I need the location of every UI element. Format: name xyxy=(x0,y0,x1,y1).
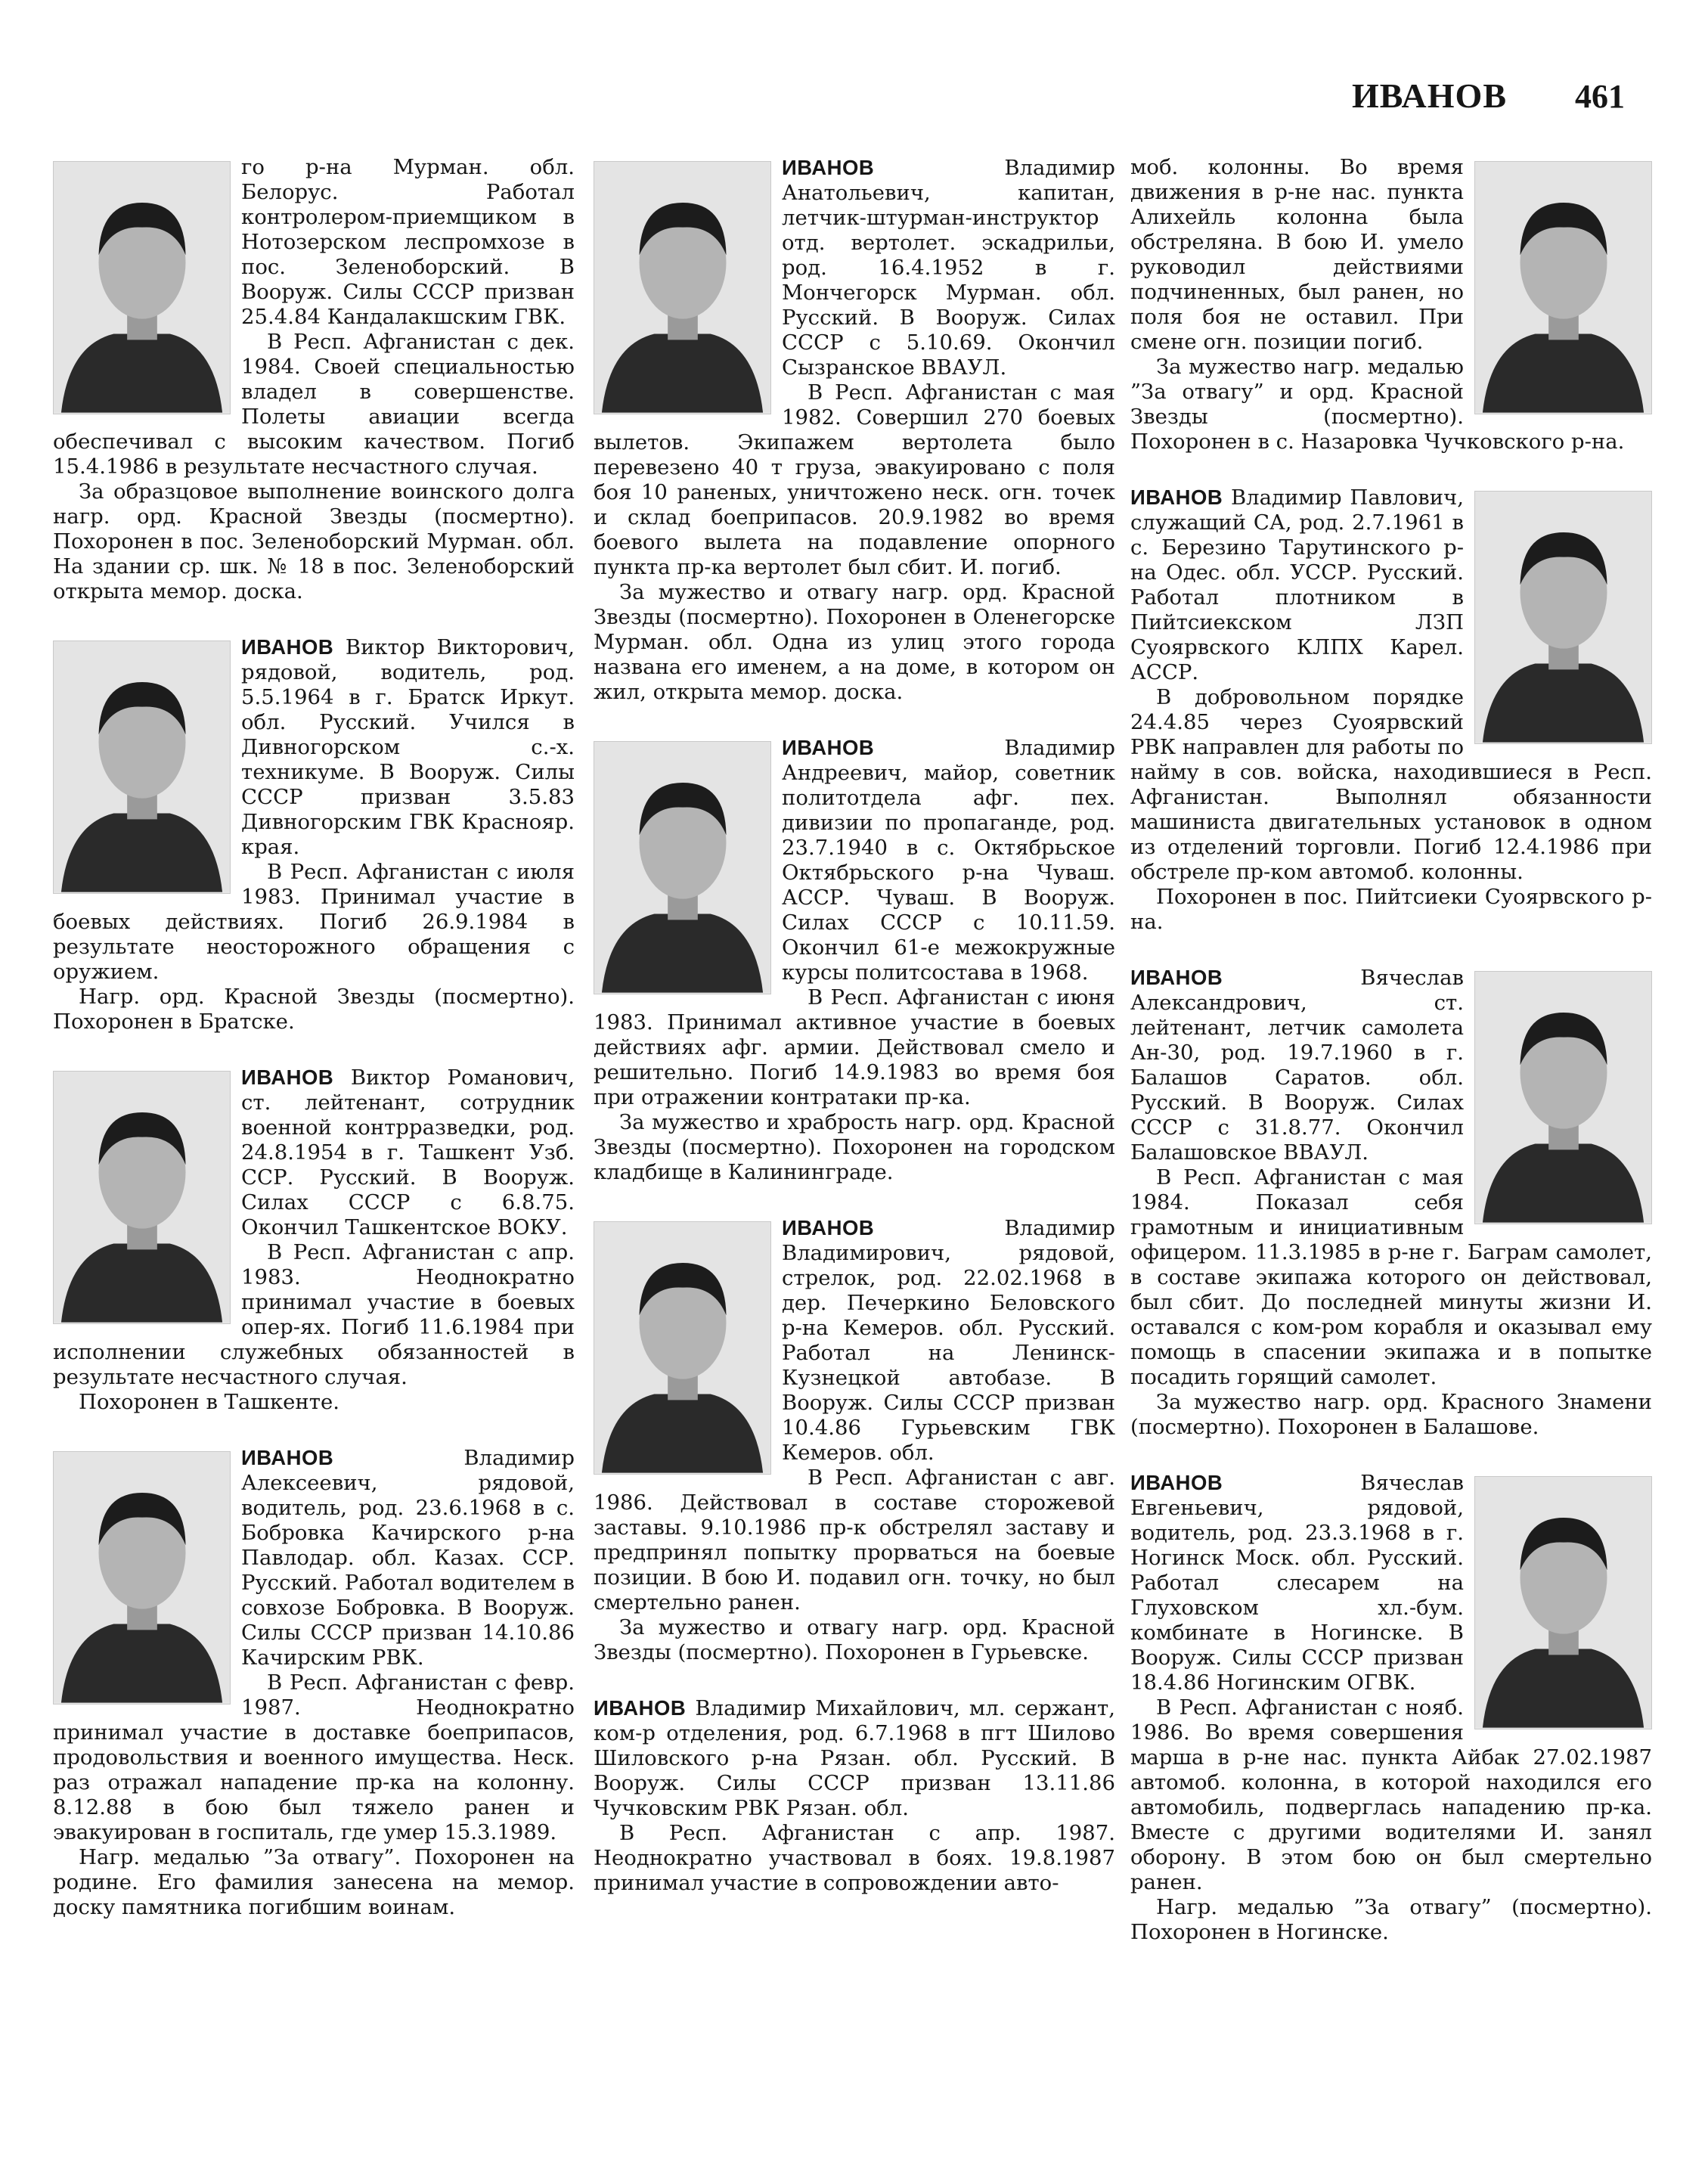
entry-text: Владимир Владимирович, рядовой, стрелок, род. 22.02.1968 в дер. Печеркино Беловского р-на Кемеров. обл. Русский. Работал на Ленинск-Кузнецкой автобазе. В Вооруж. Силы СССР призван 10.4.86 Гурьевским ГВК Кемеров. обл. xyxy=(782,1216,1115,1465)
running-head-surname: ИВАНОВ xyxy=(1351,76,1507,115)
entry xyxy=(1130,1470,1652,1945)
column-1 xyxy=(53,155,575,1950)
entry-text: За образцовое выполнение воинского долга нагр. орд. Красной Звезды (посмертно). Похоронен в пос. Зеленоборский Мурман. обл. На здании ср. шк. № 18 в пос. Зеленоборский открыта мемор. доска. xyxy=(53,479,575,603)
entry-text: Вячеслав Александрович, ст. лейтенант, летчик самолета Ан-30, род. 19.7.1960 в г. Балашов Саратов. обл. Русский. В Вооруж. Силах СССР с 31.8.77. Окончил Балашовское ВВАУЛ. xyxy=(1130,966,1464,1165)
entry-text: Похоронен в Ташкенте. xyxy=(79,1390,339,1414)
portrait-silhouette xyxy=(594,1221,770,1474)
entry xyxy=(594,1215,1115,1665)
entry xyxy=(1130,485,1652,935)
entry-text: В Респ. Афганистан с дек. 1984. Своей специальностью владел в совершенстве. Полеты авиации всегда обеспечивал с высоким качеством. Погиб 15.4.1986 в результате несчастного случая. xyxy=(53,330,575,479)
portrait-photo xyxy=(53,161,231,414)
entry-text: В Респ. Афганистан с апр. 1987. Неоднократно участвовал в боях. 19.8.1987 принимал участие в сопровождении авто- xyxy=(594,1821,1115,1895)
entry-paragraph xyxy=(594,985,1115,1110)
entry-paragraph xyxy=(53,1845,575,1920)
running-head xyxy=(1352,76,1625,116)
portrait-photo xyxy=(53,641,231,894)
entry-surname: ИВАНОВ xyxy=(1130,1471,1223,1494)
entry-surname: ИВАНОВ xyxy=(594,1696,687,1720)
entry-text: Владимир Алексеевич, рядовой, водитель, род. 23.6.1968 в с. Бобровка Качирского р-на Павлодар. обл. Казах. ССР. Русский. Работал водителем в совхозе Бобровка. В Вооруж. Силы СССР призван 14.10.86 Качирским РВК. xyxy=(241,1446,575,1670)
entry-surname: ИВАНОВ xyxy=(241,635,334,659)
entry-text: Нагр. медалью ”За отвагу” (посмертно). Похоронен в Ногинске. xyxy=(1130,1895,1652,1944)
entry-text: го р-на Мурман. обл. Белорус. Работал контролером-приемщиком в Нотозерском леспромхозе в пос. Зеленоборский. В Вооруж. Силы СССР призван 25.4.84 Кандалакшским ГВК. xyxy=(241,155,575,329)
portrait-photo xyxy=(594,161,771,414)
entry-text: За мужество и отвагу нагр. орд. Красной Звезды (посмертно). Похоронен в Гурьевске. xyxy=(594,1615,1115,1664)
entry-paragraph xyxy=(53,985,575,1034)
entry-text: В добровольном порядке 24.4.85 через Суоярвский РВК направлен для работы по найму в сов. войска, находившиеся в Респ. Афганистан. Выполнял обязанности машиниста двигательных установок в одном из отделений торговли. Погиб 12.4.1986 при обстреле пр-ком автомоб. колонны. xyxy=(1130,685,1652,884)
entry xyxy=(594,1695,1115,1896)
entry-surname: ИВАНОВ xyxy=(782,1216,875,1239)
entry-surname: ИВАНОВ xyxy=(782,156,875,179)
entry xyxy=(53,155,575,604)
entry-text: В Респ. Афганистан с мая 1982. Совершил 270 боевых вылетов. Экипажем вертолета было перевезено 40 т груза, эвакуировано с поля боя 10 раненых, уничтожено неск. огн. точек и склад боеприпасов. 20.9.1982 во время боевого вылета на подавление опорного пункта пр-ка вертолет был сбит. И. погиб. xyxy=(594,380,1115,579)
portrait-silhouette xyxy=(1475,971,1651,1224)
entry-surname: ИВАНОВ xyxy=(1130,485,1223,509)
entry-text: моб. колонны. Во время движения в р-не нас. пункта Алихейль колонна была обстреляна. В бою И. умело руководил действиями подчиненных, был ранен, но поля боя не оставил. При смене огн. позиции погиб. xyxy=(1130,155,1464,354)
entry-text: В Респ. Афганистан с июля 1983. Принимал участие в боевых действиях. Погиб 26.9.1984 в результате неосторожного обращения с оружием. xyxy=(53,860,575,984)
entry-surname: ИВАНОВ xyxy=(241,1446,334,1469)
portrait-silhouette xyxy=(594,741,770,994)
column-3 xyxy=(1130,155,1652,1975)
entry-first-paragraph xyxy=(594,1695,1115,1821)
entry-text: Владимир Павлович, служащий СА, род. 2.7.1961 в с. Березино Тарутинского р-на Одес. обл. УССР. Русский. Работал плотником в Пийтсиекском ЛЗП Суоярвского КЛПХ Карел. АССР. xyxy=(1130,485,1464,684)
portrait-photo xyxy=(594,741,771,994)
portrait-photo xyxy=(594,1221,771,1475)
entry-paragraph xyxy=(53,1390,575,1415)
entry-paragraph xyxy=(594,580,1115,705)
entry xyxy=(594,735,1115,1185)
entry-text: За мужество нагр. медалью ”За отвагу” и орд. Красной Звезды (посмертно). Похоронен в с. Назаровка Чучковского р-на. xyxy=(1130,355,1625,454)
entry-text: Владимир Михайлович, мл. сержант, ком-р отделения, род. 6.7.1968 в пгт Шилово Шиловского р-на Рязан. обл. Русский. В Вооруж. Силы СССР призван 13.11.86 Чучковским РВК Рязан. обл. xyxy=(594,1696,1115,1820)
portrait-silhouette xyxy=(54,641,230,893)
entry-text: За мужество нагр. орд. Красного Знамени (посмертно). Похоронен в Балашове. xyxy=(1130,1390,1652,1439)
entry-surname: ИВАНОВ xyxy=(241,1065,334,1089)
portrait-silhouette xyxy=(54,1071,230,1323)
entry xyxy=(1130,965,1652,1440)
page-number: 461 xyxy=(1575,78,1625,115)
entry-text: Виктор Викторович, рядовой, водитель, род. 5.5.1964 в г. Братск Иркут. обл. Русский. Учился в Дивногорском с.-х. техникуме. В Вооруж. Силы СССР призван 3.5.83 Дивногорским ГВК Краснояр. края. xyxy=(241,635,575,859)
entry-text: За мужество и храбрость нагр. орд. Красной Звезды (посмертно). Похоронен на городском кладбище в Калининграде. xyxy=(594,1110,1115,1184)
entry-paragraph xyxy=(594,1821,1115,1896)
entry-surname: ИВАНОВ xyxy=(1130,966,1223,989)
entry-text: В Респ. Афганистан с нояб. 1986. Во время совершения марша в р-не нас. пункта Айбак 27.02.1987 автомоб. колонна, в которой находился его автомобиль, подверглась нападению пр-ка. Вместе с другими водителями И. занял оборону. В этом бою он был смертельно ранен. xyxy=(1130,1695,1652,1894)
portrait-photo xyxy=(1474,971,1652,1224)
entry-text: Виктор Романович, ст. лейтенант, сотрудник военной контрразведки, род. 24.8.1954 в г. Ташкент Узб. ССР. Русский. В Вооруж. Силах СССР с 6.8.75. Окончил Ташкентское ВОКУ. xyxy=(241,1065,575,1239)
portrait-silhouette xyxy=(1475,1476,1651,1729)
entry xyxy=(53,634,575,1034)
entry-text: Владимир Анатольевич, капитан, летчик-штурман-инструктор отд. вертолет. эскадрильи, род. 16.4.1952 в г. Мончегорск Мурман. обл. Русский. В Вооруж. Силах СССР с 5.10.69. Окончил Сызранское ВВАУЛ. xyxy=(782,156,1115,380)
entry-text: Похоронен в пос. Пийтсиеки Суоярвского р-на. xyxy=(1130,885,1652,934)
entry xyxy=(53,1065,575,1415)
entry-text: Владимир Андреевич, майор, советник политотдела афг. пех. дивизии по пропаганде, род. 23.7.1940 в с. Октябрьское Октябрьского р-на Чуваш. АССР. Чуваш. В Вооруж. Силах СССР с 10.11.59. Окончил 61-е межокружные курсы политсостава в 1968. xyxy=(782,736,1115,985)
entry-text: В Респ. Афганистан с мая 1984. Показал себя грамотным и инициативным офицером. 11.3.1985 в р-не г. Баграм самолет, в составе экипажа которого он действовал, был сбит. До последней минуты жизни И. оставался с ком-ром корабля и оказывал ему помощь в спасении экипажа и в попытке посадить горящий самолет. xyxy=(1130,1165,1652,1389)
entry xyxy=(1130,155,1652,454)
portrait-silhouette xyxy=(54,161,230,414)
entry-text: В Респ. Афганистан с июня 1983. Принимал активное участие в боевых действиях афг. армии. Действовал смело и решительно. Погиб 14.9.1983 во время боя при отражении контратаки пр-ка. xyxy=(594,985,1115,1109)
entry-paragraph xyxy=(53,479,575,604)
portrait-photo xyxy=(53,1451,231,1704)
column-2 xyxy=(594,155,1115,1926)
entry xyxy=(594,155,1115,705)
entry-text: Вячеслав Евгеньевич, рядовой, водитель, род. 23.3.1968 в г. Ногинск Моск. обл. Русский. Работал слесарем на Глуховском хл.-бум. комбинате в Ногинске. В Вооруж. Силы СССР призван 18.4.86 Ногинским ОГВК. xyxy=(1130,1471,1464,1695)
entry-paragraph xyxy=(1130,1895,1652,1945)
entry xyxy=(53,1445,575,1920)
entry-text: В Респ. Афганистан с авг. 1986. Действовал в составе сторожевой заставы. 9.10.1986 пр-к обстрелял заставу и предпринял попытку прорваться на боевые позиции. В бою И. подавил огн. точку, но был смертельно ранен. xyxy=(594,1466,1115,1615)
portrait-photo xyxy=(53,1071,231,1324)
entry-text: Нагр. орд. Красной Звезды (посмертно). Похоронен в Братске. xyxy=(53,985,575,1034)
entry-paragraph xyxy=(1130,1390,1652,1440)
portrait-photo xyxy=(1474,491,1652,744)
entry-text: В Респ. Афганистан с апр. 1983. Неоднократно принимал участие в боевых опер-ях. Погиб 11.6.1984 при исполнении служебных обязанностей в результате несчастного случая. xyxy=(53,1240,575,1389)
portrait-silhouette xyxy=(54,1451,230,1704)
portrait-photo xyxy=(1474,1476,1652,1729)
entry-text: За мужество и отвагу нагр. орд. Красной Звезды (посмертно). Похоронен в Оленегорске Мурман. обл. Одна из улиц этого города названа его именем, а на доме, в котором он жил, открыта мемор. доска. xyxy=(594,580,1115,704)
portrait-silhouette xyxy=(1475,161,1651,414)
entry-paragraph xyxy=(594,1615,1115,1665)
entry-paragraph xyxy=(594,1110,1115,1185)
entry-text: Нагр. медалью ”За отвагу”. Похоронен на родине. Его фамилия занесена на мемор. доску памятника погибшим воинам. xyxy=(53,1845,575,1919)
entry-paragraph xyxy=(1130,885,1652,935)
entry-paragraph xyxy=(594,1466,1115,1615)
entry-surname: ИВАНОВ xyxy=(782,736,875,759)
portrait-silhouette xyxy=(1475,491,1651,743)
portrait-silhouette xyxy=(594,161,770,414)
portrait-photo xyxy=(1474,161,1652,414)
entry-text: В Респ. Афганистан с февр. 1987. Неоднократно принимал участие в доставке боеприпасов, продовольствия и военного имущества. Неск. раз отражал нападение пр-ка на колонну. 8.12.88 в бою был тяжело ранен и эвакуирован в госпиталь, где умер 15.3.1989. xyxy=(53,1670,575,1844)
